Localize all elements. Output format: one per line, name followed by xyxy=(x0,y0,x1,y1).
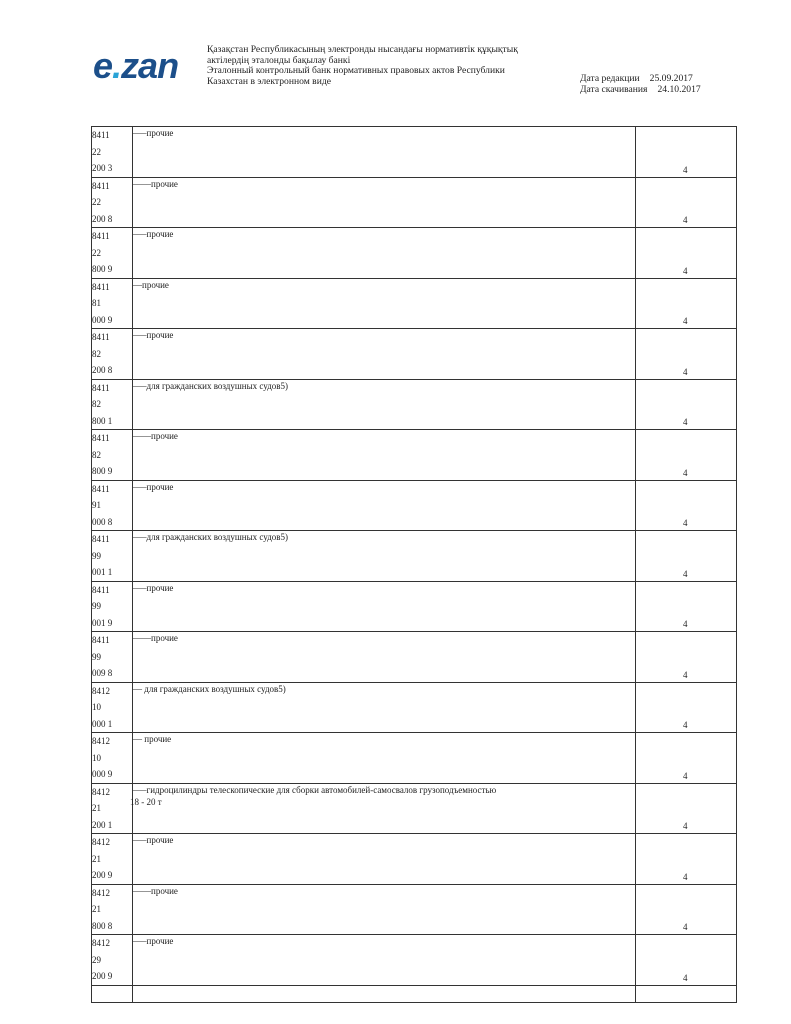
rate-value: 4 xyxy=(683,568,688,579)
code-part: 8411 xyxy=(92,635,110,645)
tnved-code xyxy=(92,278,133,329)
rate-cell xyxy=(636,682,737,733)
download-label: Дата скачивания xyxy=(580,84,648,95)
code-part: 8411 xyxy=(92,180,110,191)
description-text: ––––прочие xyxy=(133,885,178,896)
code-part: 8411 xyxy=(92,281,110,292)
rate-cell xyxy=(636,278,737,329)
rate-value: 4 xyxy=(683,972,688,983)
tnved-code xyxy=(92,935,133,986)
code-part: 000 1 xyxy=(92,718,113,729)
goods-description xyxy=(133,177,636,228)
description-text: ––––прочие xyxy=(133,633,178,643)
code-part: 22 xyxy=(92,197,101,207)
code-part: 8411 xyxy=(92,584,110,595)
table-row xyxy=(92,884,737,935)
table-row xyxy=(92,733,737,784)
code-part: 800 1 xyxy=(92,415,113,426)
code-part: 21 xyxy=(92,803,101,813)
rate-cell xyxy=(636,935,737,986)
header-dates xyxy=(580,73,701,95)
goods-description xyxy=(133,884,636,935)
goods-description xyxy=(133,228,636,279)
tnved-code xyxy=(92,430,133,481)
code-part: 8411 xyxy=(92,534,110,544)
code-part: 200 9 xyxy=(92,971,113,981)
goods-description xyxy=(133,581,636,632)
table-row xyxy=(92,480,737,531)
rate-cell xyxy=(636,884,737,935)
code-part: 22 xyxy=(92,146,101,157)
code-part: 000 9 xyxy=(92,769,113,779)
code-part: 21 xyxy=(92,853,101,864)
goods-description xyxy=(133,935,636,986)
table-row xyxy=(92,632,737,683)
rate-value: 4 xyxy=(683,417,688,427)
table-row xyxy=(92,177,737,228)
code-part: 8412 xyxy=(92,887,110,898)
tnved-code xyxy=(92,733,133,784)
code-part: 200 8 xyxy=(92,213,113,224)
tnved-code xyxy=(92,783,133,834)
description-text: –––прочие xyxy=(133,229,174,239)
tnved-code xyxy=(92,480,133,531)
code-part: 200 8 xyxy=(92,365,113,375)
rate-cell xyxy=(636,127,737,178)
tariff-table xyxy=(91,126,737,1003)
download-date-line xyxy=(580,84,701,95)
code-part: 81 xyxy=(92,298,101,308)
description-text: –––прочие xyxy=(133,582,174,593)
header-line: Қазақстан Республикасының электронды нысандағы нормативтік құқықтық xyxy=(207,44,518,55)
code-part: 000 8 xyxy=(92,516,113,527)
tnved-code xyxy=(92,632,133,683)
code-part: 200 9 xyxy=(92,870,113,880)
header-line: Казахстан в электронном виде xyxy=(207,75,331,87)
goods-description xyxy=(133,278,636,329)
rate-value: 4 xyxy=(683,922,688,932)
code-part: 200 1 xyxy=(92,819,113,830)
ezan-logo xyxy=(93,46,185,88)
code-part: 82 xyxy=(92,399,101,409)
description-text: –––гидроцилиндры телескопические для сборки автомобилей-самосвалов грузоподъемностью xyxy=(133,784,497,795)
table-row xyxy=(92,834,737,885)
header-title xyxy=(207,45,518,87)
empty-cell xyxy=(636,985,737,1002)
description-text-cont: 18 - 20 т xyxy=(130,796,162,807)
code-part: 29 xyxy=(92,954,101,965)
rate-cell xyxy=(636,329,737,380)
tnved-code xyxy=(92,834,133,885)
goods-description xyxy=(133,329,636,380)
rate-value: 4 xyxy=(683,821,688,831)
goods-description xyxy=(130,783,636,834)
rate-value: 4 xyxy=(683,316,688,326)
tnved-code xyxy=(92,531,133,582)
tnved-code xyxy=(92,682,133,733)
rate-value: 4 xyxy=(683,669,688,680)
code-part: 200 3 xyxy=(92,163,113,173)
code-part: 8411 xyxy=(92,332,110,342)
rate-cell xyxy=(636,632,737,683)
rate-cell xyxy=(636,531,737,582)
code-part: 8412 xyxy=(92,786,110,797)
description-text: –––прочие xyxy=(133,835,174,845)
tnved-code xyxy=(92,177,133,228)
code-part: 10 xyxy=(92,752,101,763)
rate-cell xyxy=(636,733,737,784)
description-text: –– для гражданских воздушных судов5) xyxy=(133,683,286,694)
goods-description xyxy=(133,632,636,683)
rate-value: 4 xyxy=(683,366,688,377)
table-row xyxy=(92,531,737,582)
description-text: –––для гражданских воздушных судов5) xyxy=(133,532,289,542)
code-part: 99 xyxy=(92,550,101,561)
description-text: –––прочие xyxy=(133,481,174,492)
tnved-code xyxy=(92,379,133,430)
code-part: 8411 xyxy=(92,231,110,241)
tnved-code xyxy=(92,329,133,380)
tnved-code xyxy=(92,228,133,279)
rate-value: 4 xyxy=(683,871,688,882)
code-part: 8412 xyxy=(92,938,110,948)
logo-text: e.zan xyxy=(93,45,179,86)
rate-cell xyxy=(636,228,737,279)
code-part: 82 xyxy=(92,348,101,359)
code-part: 22 xyxy=(92,247,101,258)
rate-value: 4 xyxy=(683,619,688,629)
goods-description xyxy=(133,127,636,178)
edition-label: Дата редакции xyxy=(580,73,640,84)
tnved-code xyxy=(92,581,133,632)
code-part: 8412 xyxy=(92,837,110,847)
description-text: –––прочие xyxy=(133,128,174,138)
description-text: –––прочие xyxy=(133,330,174,340)
rate-cell xyxy=(636,581,737,632)
code-part: 800 9 xyxy=(92,466,113,476)
edition-date-line xyxy=(580,73,701,84)
goods-description xyxy=(133,834,636,885)
code-part: 91 xyxy=(92,500,101,510)
code-part: 800 9 xyxy=(92,264,113,274)
table-row xyxy=(92,228,737,279)
table-row xyxy=(92,329,737,380)
rate-cell xyxy=(636,430,737,481)
empty-cell xyxy=(92,985,133,1002)
goods-description xyxy=(133,531,636,582)
table-row xyxy=(92,278,737,329)
download-date: 24.10.2017 xyxy=(657,84,701,95)
code-part: 82 xyxy=(92,449,101,460)
rate-cell xyxy=(636,480,737,531)
table-row xyxy=(92,581,737,632)
code-part: 99 xyxy=(92,651,101,662)
goods-description xyxy=(133,733,636,784)
code-part: 99 xyxy=(92,601,101,611)
rate-cell xyxy=(636,177,737,228)
header-line: Эталонный контрольный банк нормативных правовых актов Республики xyxy=(207,65,505,76)
tnved-code xyxy=(92,884,133,935)
rate-value: 4 xyxy=(683,467,688,478)
table-row-empty xyxy=(92,985,737,1002)
rate-cell xyxy=(636,379,737,430)
goods-description xyxy=(133,480,636,531)
table-row xyxy=(92,935,737,986)
edition-date: 25.09.2017 xyxy=(649,73,693,84)
table-row xyxy=(92,682,737,733)
rate-value: 4 xyxy=(683,518,688,528)
table-row xyxy=(92,430,737,481)
rate-value: 4 xyxy=(683,215,688,225)
header-line: актілердің эталонды бақылау банкі xyxy=(207,54,351,66)
code-part: 8411 xyxy=(92,382,110,393)
code-part: 000 9 xyxy=(92,314,113,325)
rate-value: 4 xyxy=(683,164,688,175)
description-text: –––для гражданских воздушных судов5) xyxy=(133,380,289,391)
description-text: –– прочие xyxy=(133,734,172,744)
code-part: 21 xyxy=(92,904,101,914)
code-part: 8411 xyxy=(92,130,110,140)
table-row xyxy=(92,379,737,430)
code-part: 001 9 xyxy=(92,617,113,628)
description-text: –––прочие xyxy=(133,936,174,946)
code-part: 009 8 xyxy=(92,668,113,678)
goods-description xyxy=(133,682,636,733)
goods-description xyxy=(133,430,636,481)
code-part: 8412 xyxy=(92,685,110,696)
code-part: 800 8 xyxy=(92,920,113,931)
code-part: 8412 xyxy=(92,736,110,746)
rate-cell xyxy=(636,783,737,834)
rate-value: 4 xyxy=(683,770,688,781)
tnved-code xyxy=(92,127,133,178)
code-part: 8411 xyxy=(92,433,110,443)
rate-value: 4 xyxy=(683,720,688,730)
code-part: 10 xyxy=(92,702,101,712)
description-text: ––––прочие xyxy=(133,431,178,441)
rate-cell xyxy=(636,834,737,885)
description-text: ––––прочие xyxy=(133,178,178,189)
rate-value: 4 xyxy=(683,265,688,276)
code-part: 8411 xyxy=(92,483,110,494)
description-text: ––прочие xyxy=(133,279,169,290)
code-part: 001 1 xyxy=(92,567,113,577)
goods-description xyxy=(133,379,636,430)
empty-cell xyxy=(133,985,636,1002)
table-row xyxy=(92,783,737,834)
table-row xyxy=(92,127,737,178)
